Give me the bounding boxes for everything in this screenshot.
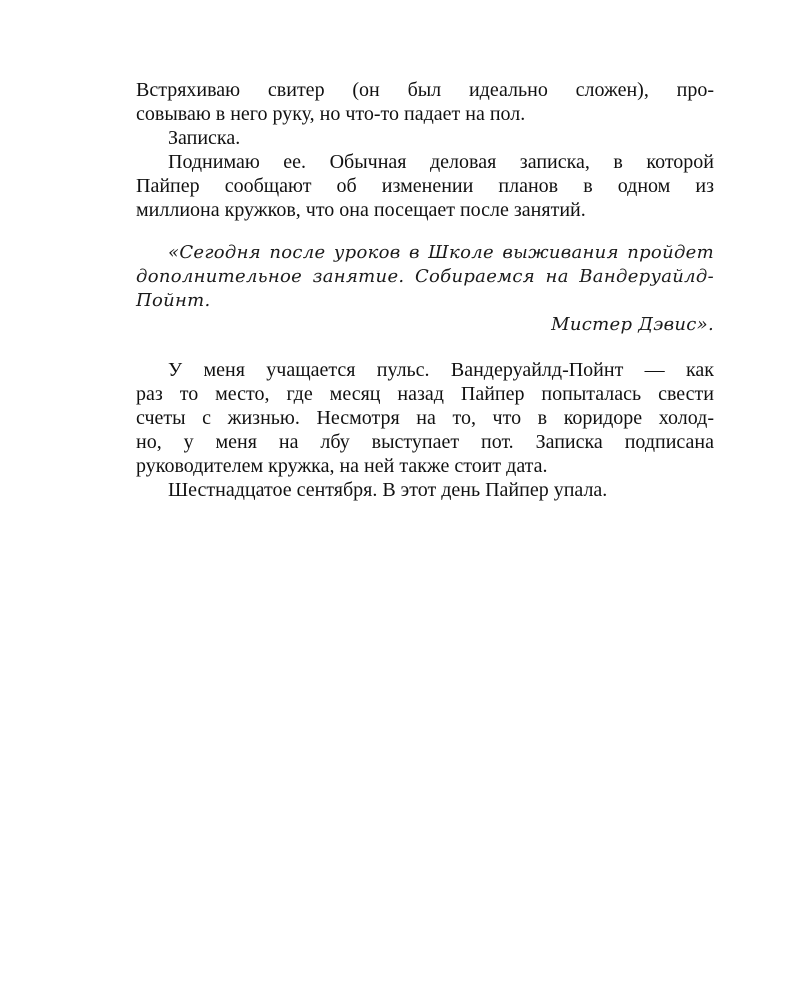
paragraph-sweater — [136, 78, 714, 126]
text-line: но, у меня на лбу выступает пот. Записка подписана — [136, 431, 714, 453]
text-line: совываю в него руку, но что-то падает на пол. — [136, 103, 526, 125]
handwritten-note — [136, 241, 714, 337]
paragraph-pulse — [136, 358, 714, 478]
note-signature: Мистер Дэвис». — [551, 314, 714, 335]
note-line: Пойнт. — [136, 290, 211, 311]
text-line: счеты с жизнью. Несмотря на то, что в коридоре холод- — [136, 407, 714, 429]
text-line: Записка. — [168, 127, 241, 149]
text-line: Поднимаю ее. Обычная деловая записка, в которой — [168, 151, 714, 173]
text-line: Шестнадцатое сентября. В этот день Пайпер упала. — [168, 479, 608, 501]
paragraph-note-word — [136, 126, 714, 150]
text-line: раз то место, где месяц назад Пайпер попыталась свести — [136, 383, 714, 405]
paragraph-date — [136, 478, 714, 502]
text-line: Пайпер сообщают об изменении планов в одном из — [136, 175, 714, 197]
note-line: дополнительное занятие. Собираемся на Вандеруайлд- — [136, 266, 714, 287]
text-line: У меня учащается пульс. Вандеруайлд-Пойнт — как — [168, 359, 714, 381]
text-line: руководителем кружка, на ней также стоит дата. — [136, 455, 548, 477]
text-line: миллиона кружков, что она посещает после занятий. — [136, 199, 586, 221]
note-line: «Сегодня после уроков в Школе выживания пройдет — [168, 242, 714, 263]
book-page — [136, 78, 714, 502]
text-line: Встряхиваю свитер (он был идеально сложен), про- — [136, 79, 714, 101]
paragraph-business-note — [136, 150, 714, 222]
